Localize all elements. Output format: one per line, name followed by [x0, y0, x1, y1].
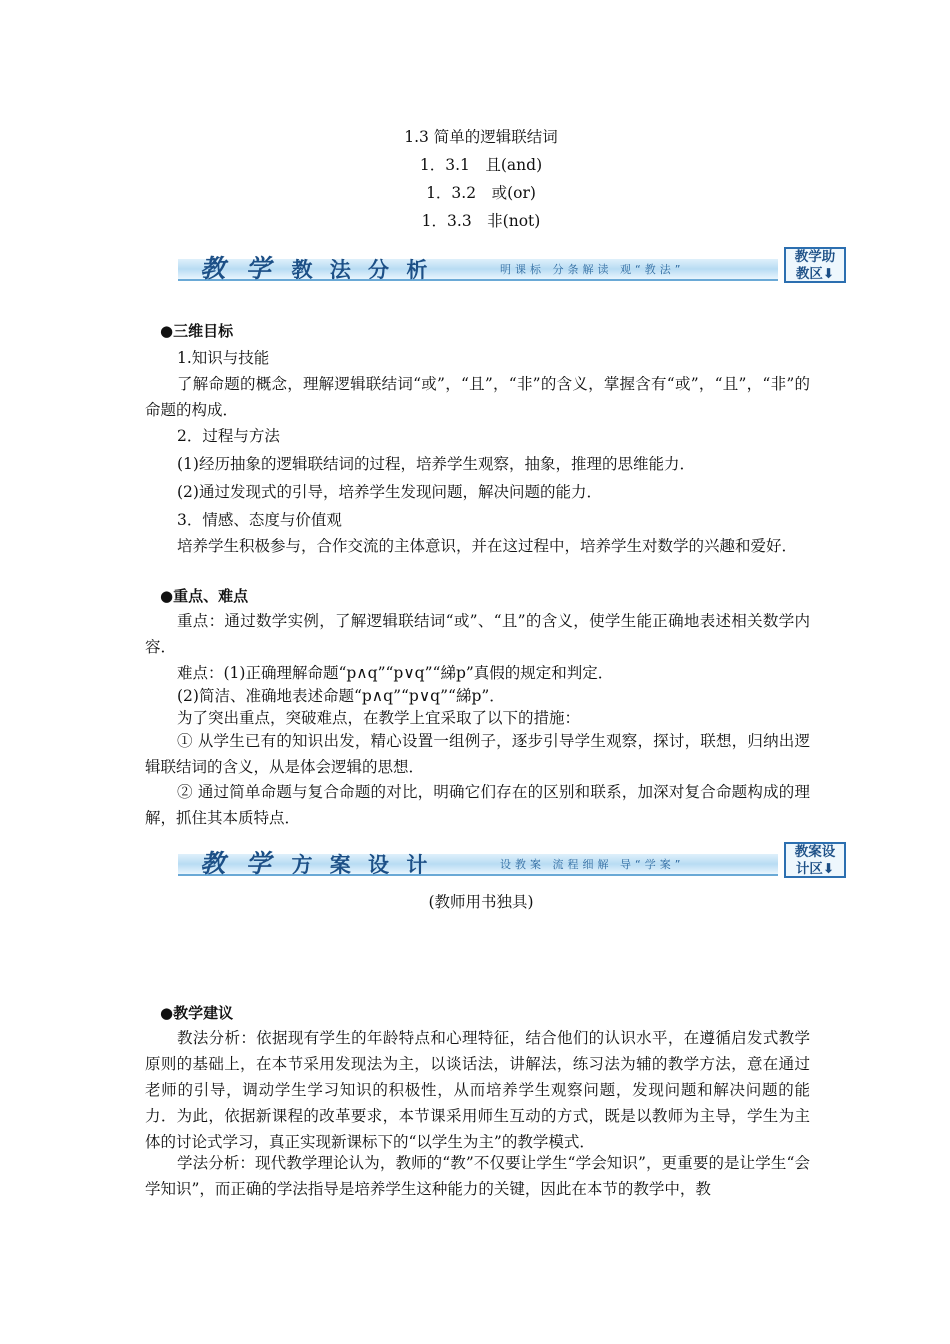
subheading-knowledge: 1.知识与技能 — [177, 349, 270, 367]
paragraph: 为了突出重点，突破难点，在教学上宜采取了以下的措施： — [177, 709, 581, 727]
paragraph: 了解命题的概念，理解逻辑联结词“或”，“且”，“非”的含义，掌握含有“或”，“且”，“非”的命题的构成． — [145, 375, 810, 419]
subsection-title-or: 1．3.2 或(or) — [426, 184, 536, 202]
paragraph: ② 通过简单命题与复合命题的对比，明确它们存在的区别和联系，加深对复合命题构成的理解，抓住其本质特点． — [145, 783, 810, 827]
banner-title: 教 学 教 法 分 析 — [200, 254, 433, 283]
banner-subtitle: 设教案 流程细解 导“学案” — [500, 858, 685, 871]
subheading-process: 2．过程与方法 — [177, 427, 280, 445]
subheading-attitude: 3．情感、态度与价值观 — [177, 511, 342, 529]
subsection-title-and: 1．3.1 且(and) — [419, 156, 543, 174]
banner-teaching-design — [178, 842, 848, 880]
paragraph: 学法分析：现代教学理论认为，教师的“教”不仅要让学生“学会知识”，更重要的是让学生“会学知识”，而正确的学法指导是培养学生这种能力的关键，因此在本节的教学中，教 — [145, 1154, 810, 1198]
teacher-only-note: (教师用书独具) — [428, 893, 534, 911]
banner-teaching-analysis — [178, 247, 848, 285]
paragraph: 重点：通过数学实例，了解逻辑联结词“或”、“且”的含义，使学生能正确地表述相关数学内容． — [145, 612, 810, 656]
heading-three-goals: ●三维目标 — [160, 322, 234, 340]
banner-tag-box: 教学助 教区⬇ — [784, 247, 846, 283]
subsection-title-not: 1．3.3 非(not) — [421, 212, 541, 230]
paragraph: ① 从学生已有的知识出发，精心设置一组例子，逐步引导学生观察，探讨，联想，归纳出逻辑联结词的含义，从是体会逻辑的思想． — [145, 732, 810, 776]
paragraph: 教法分析：依据现有学生的年龄特点和心理特征，结合他们的认识水平，在遵循启发式教学原则的基础上，在本节采用发现法为主，以谈话法，讲解法，练习法为辅的教学方法，意在通过老师的引导，调动学生学习知识的积极性，从而培养学生观察问题，发现问题和解决问题的能力．为此，依据新课程的改革要求，本节课采用师生互动的方式，既是以教师为主导，学生为主体的讨论式学习，真正实现新课标下的“以学生为主”的教学模式． — [145, 1029, 810, 1151]
banner-subtitle: 明课标 分条解读 观“教法” — [500, 263, 685, 276]
heading-key-points: ●重点、难点 — [160, 587, 249, 605]
paragraph: (2)简洁、准确地表述命题“p∧q”“p∨q”“綈p”． — [177, 687, 505, 705]
banner-tag-box: 教案设 计区⬇ — [784, 842, 846, 878]
paragraph: (1)经历抽象的逻辑联结词的过程，培养学生观察，抽象，推理的思维能力． — [177, 455, 695, 473]
paragraph: 培养学生积极参与，合作交流的主体意识，并在这过程中，培养学生对数学的兴趣和爱好． — [177, 537, 798, 555]
banner-title: 教 学 方 案 设 计 — [200, 849, 433, 878]
heading-teaching-suggestions: ●教学建议 — [160, 1004, 234, 1022]
paragraph: 难点：(1)正确理解命题“p∧q”“p∨q”“綈p”真假的规定和判定． — [177, 664, 614, 682]
paragraph: (2)通过发现式的引导，培养学生发现问题，解决问题的能力． — [177, 483, 602, 501]
section-title: 1.3 简单的逻辑联结词 — [404, 128, 558, 146]
